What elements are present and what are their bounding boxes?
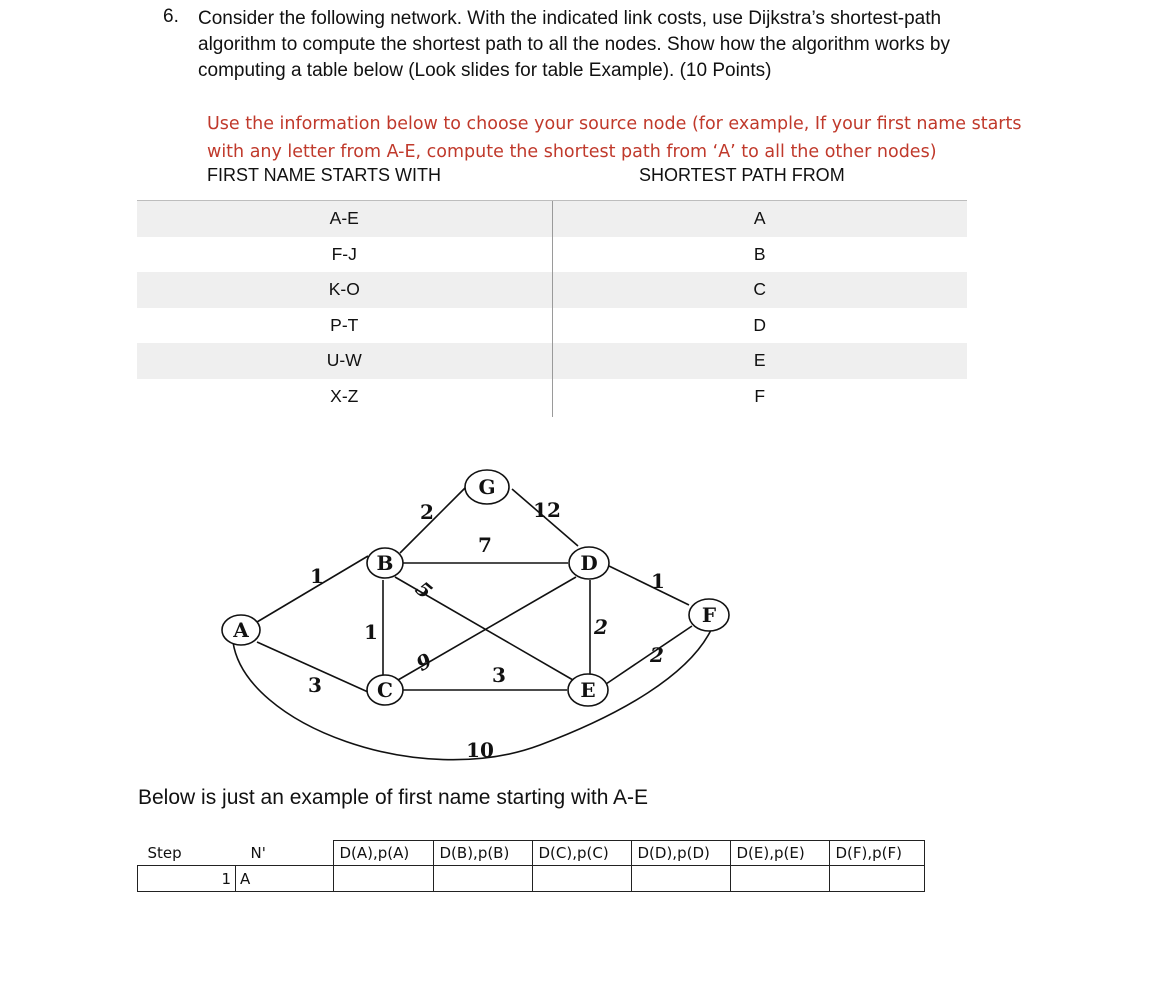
question-number: 6. [163, 6, 179, 27]
table-header-row [138, 841, 925, 866]
cost-label-b-e: 5 [410, 576, 438, 604]
name-range-cell: F-J [331, 243, 357, 264]
header-d-b: D(B),p(B) [433, 841, 532, 866]
header-d-d: D(D),p(D) [631, 841, 730, 866]
n-prime-cell: A [236, 866, 334, 892]
edge-d-f [609, 566, 689, 605]
cost-label-b-d: 7 [478, 533, 492, 557]
d-a-cell [333, 866, 433, 892]
source-node-cell: A [753, 208, 766, 229]
source-node-cell: F [754, 385, 766, 406]
source-node-cell: E [753, 350, 766, 371]
node-label-b: B [376, 551, 394, 575]
name-range-cell: U-W [326, 350, 362, 371]
header-d-f: D(F),p(F) [829, 841, 924, 866]
source-node-cell: D [753, 314, 767, 335]
source-node-cell: B [753, 243, 766, 264]
cost-label-a-b: 1 [310, 564, 324, 588]
shortest-path-header: SHORTEST PATH FROM [639, 165, 845, 185]
table-row [138, 866, 925, 892]
d-c-cell [532, 866, 631, 892]
header-d-c: D(C),p(C) [532, 841, 631, 866]
cost-label-a-f: 10 [466, 738, 494, 762]
source-node-cell: C [753, 279, 767, 300]
node-label-c: C [377, 678, 393, 702]
name-range-cell: A-E [329, 208, 359, 229]
node-label-g: G [478, 475, 496, 499]
question-line: algorithm to compute the shortest path to all the nodes. Show how the algorithm works by [198, 34, 950, 55]
cost-label-b-g: 2 [420, 500, 434, 524]
step-cell: 1 [138, 866, 236, 892]
name-range-cell: K-O [328, 279, 360, 300]
instruction-line: with any letter from A-E, compute the shortest path from ‘A’ to all the other nodes) [207, 142, 937, 162]
name-range-cell: P-T [330, 314, 359, 335]
edge-e-f [606, 626, 692, 684]
question-line: Consider the following network. With the indicated link costs, use Dijkstra’s shortest-path [198, 8, 942, 29]
name-range-cell: X-Z [330, 385, 359, 406]
cost-label-b-c: 1 [364, 620, 378, 644]
example-caption: Below is just an example of first name starting with A-E [138, 786, 649, 809]
header-step: Step [147, 843, 182, 862]
cost-label-c-d: 9 [411, 648, 437, 676]
first-name-header: FIRST NAME STARTS WITH [207, 165, 442, 185]
network-graph [195, 460, 755, 770]
question-line: computing a table below (Look slides for table Example). (10 Points) [198, 60, 772, 81]
d-b-cell [433, 866, 532, 892]
d-e-cell [730, 866, 829, 892]
cost-label-c-e: 3 [492, 663, 506, 687]
node-label-e: E [580, 678, 596, 702]
header-n-prime: N' [250, 843, 266, 862]
header-d-a: D(A),p(A) [333, 841, 433, 866]
source-node-instructions [207, 110, 1027, 166]
node-label-d: D [580, 551, 598, 575]
question-text [198, 6, 1098, 84]
cost-label-d-e: 2 [594, 615, 608, 639]
instruction-line: Use the information below to choose your source node (for example, If your first name starts [207, 114, 1022, 134]
cost-label-e-f: 2 [650, 643, 664, 667]
table-column-divider [552, 201, 553, 417]
dijkstra-step-table [137, 840, 925, 892]
d-f-cell [829, 866, 924, 892]
cost-label-a-c: 3 [308, 673, 322, 697]
cost-label-d-f: 1 [651, 569, 665, 593]
d-d-cell [631, 866, 730, 892]
node-label-a: A [233, 618, 249, 642]
cost-label-g-d: 12 [533, 498, 561, 522]
header-d-e: D(E),p(E) [730, 841, 829, 866]
node-label-f: F [701, 603, 717, 627]
